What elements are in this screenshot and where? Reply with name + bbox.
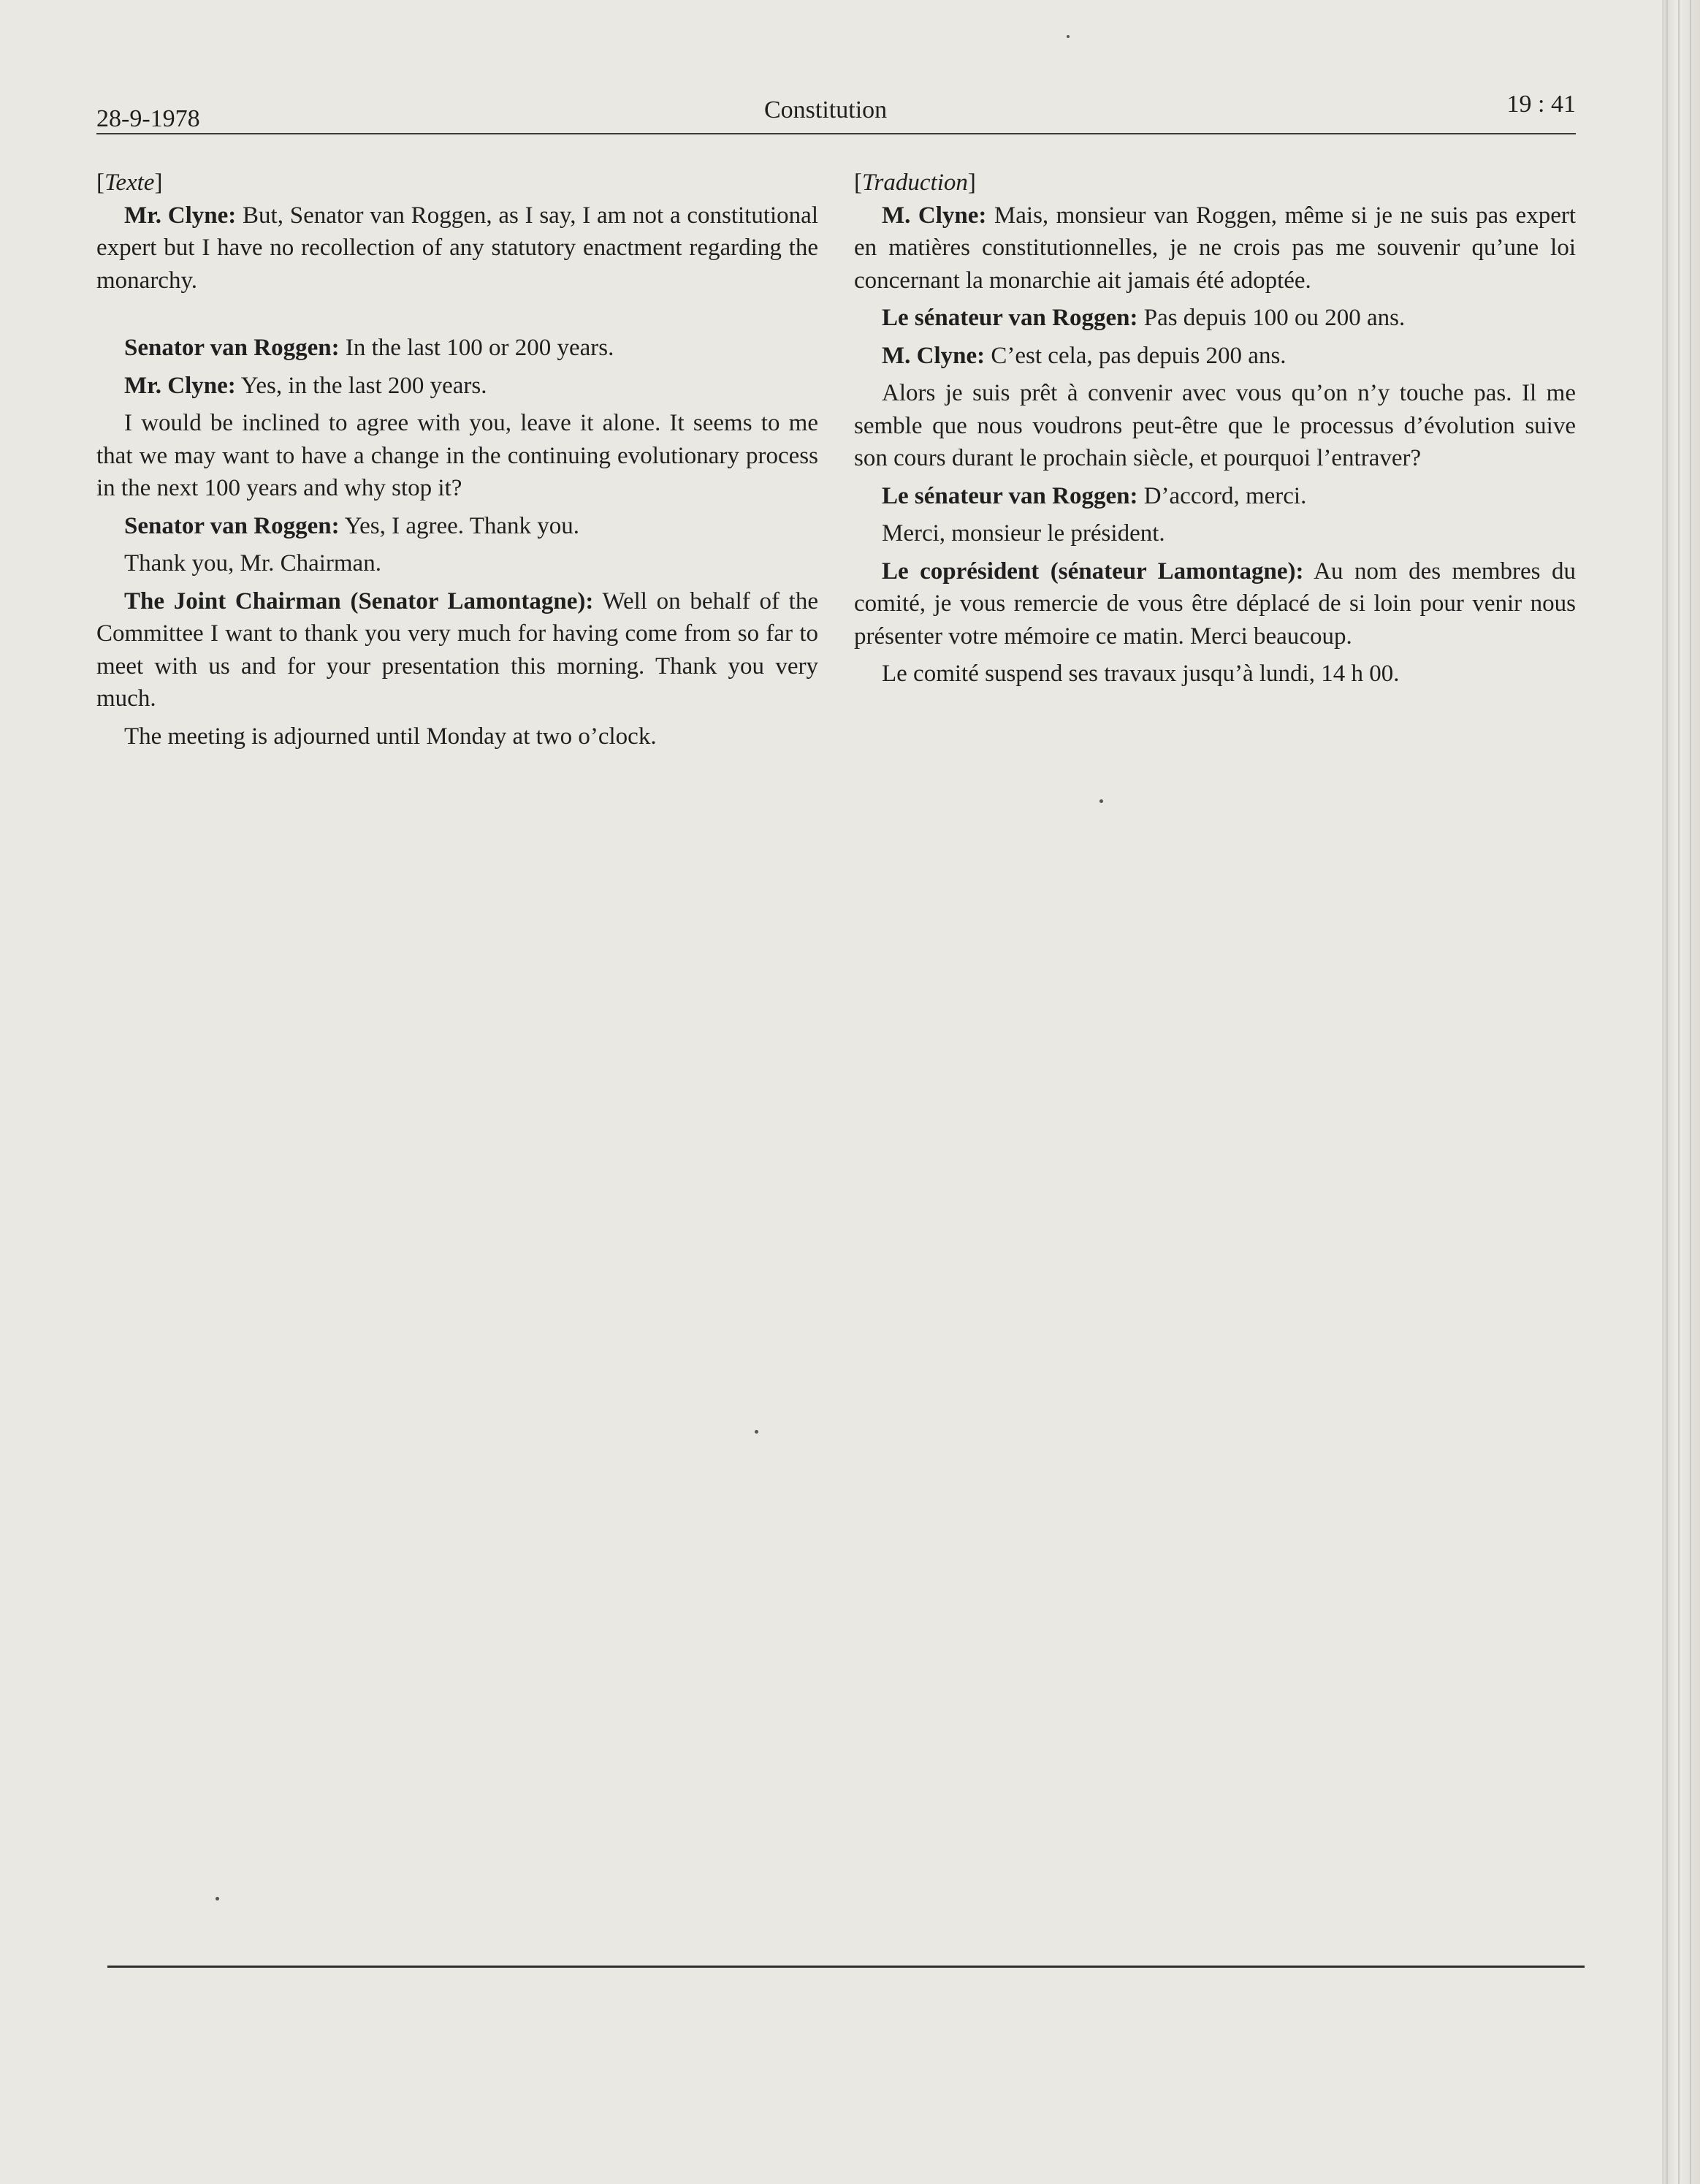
speaker-name: The Joint Chairman (Senator Lamontagne): (124, 587, 594, 615)
page-edge (1662, 0, 1700, 2184)
speech-text: The meeting is adjourned until Monday at two o’clock. (124, 723, 657, 750)
english-label: Texte (104, 170, 155, 196)
speaker-name: Mr. Clyne: (124, 202, 237, 229)
edge-line (1678, 0, 1680, 2184)
footer-rule (107, 1966, 1585, 1968)
paragraph (96, 510, 818, 543)
section-tag: [Traduction] (854, 170, 976, 196)
paragraph (96, 370, 818, 403)
speech-text: Mais, monsieur van Roggen, même si je ne suis pas expert en matières constitutionnelles, je ne crois pas me souvenir qu’une loi concernant la monarchie ait jamais été adoptée. (854, 202, 1577, 294)
paragraph (854, 517, 1576, 550)
speaker-name: Senator van Roggen: (124, 335, 340, 361)
speaker-name: M. Clyne: (882, 202, 987, 229)
speaker-name: Le sénateur van Roggen: (882, 482, 1138, 509)
paragraph (854, 658, 1576, 690)
speech-text: Yes, I agree. Thank you. (344, 512, 580, 539)
header-date: 28-9-1978 (96, 105, 200, 132)
header-title: Constitution (764, 96, 888, 123)
speech-text: Merci, monsieur le président. (882, 520, 1165, 547)
paragraph (96, 199, 818, 297)
speech-text: Le comité suspend ses travaux jusqu’à lundi, 14 h 00. (882, 661, 1400, 687)
header-rule (96, 133, 1576, 134)
speech-text: Alors je suis prêt à convenir avec vous qu’on n’y touche pas. Il me semble que nous voudrons peut-être que le processus d’évolution suive son cours durant le prochain siècle, et pourquoi l’entraver? (854, 380, 1576, 471)
speaker-name: Mr. Clyne: (124, 372, 236, 399)
paragraph (96, 547, 818, 580)
paragraph (96, 720, 818, 753)
speech-text: Au nom des membres du comité, je vous remercie de vous être déplacé de si loin pour venir nous présenter votre mémoire ce matin. Merci beaucoup. (854, 558, 1577, 650)
speech-text: Well on behalf of the Committee I want to thank you very much for having come from so far to meet with us and for your presentation this morning. Thank you very much. (96, 587, 818, 712)
speech-text: Yes, in the last 200 years. (240, 372, 487, 399)
paragraph (854, 199, 1576, 297)
french-label: Traduction (862, 170, 968, 196)
paper-speck (755, 1430, 758, 1434)
paragraph (854, 480, 1576, 513)
edge-line (1690, 0, 1691, 2184)
speech-text: I would be inclined to agree with you, leave it alone. It seems to me that we may want to have a change in the continuing evolutionary process in the next 100 years and why stop it? (96, 410, 818, 501)
speaker-name: Le sénateur van Roggen: (882, 305, 1138, 331)
speaker-name: M. Clyne: (882, 342, 986, 369)
speech-text: Pas depuis 100 ou 200 ans. (1143, 305, 1406, 331)
paragraph (854, 302, 1576, 335)
french-column (854, 167, 1576, 696)
speech-text: C’est cela, pas depuis 200 ans. (991, 342, 1287, 369)
paper-speck (1067, 35, 1070, 38)
page-header (96, 91, 1576, 132)
paragraph (854, 377, 1576, 475)
speech-text: D’accord, merci. (1143, 482, 1307, 509)
paper-speck (216, 1897, 219, 1900)
paragraph (96, 407, 818, 505)
speaker-name: Senator van Roggen: (124, 512, 340, 539)
paragraph (96, 332, 818, 365)
edge-line (1666, 0, 1668, 2184)
speaker-name: Le coprésident (sénateur Lamontagne): (882, 558, 1304, 585)
speech-text: In the last 100 or 200 years. (345, 335, 614, 361)
speech-text: Thank you, Mr. Chairman. (124, 550, 381, 577)
paragraph (96, 585, 818, 715)
english-column (96, 167, 818, 758)
section-tag: [Texte] (96, 170, 163, 196)
paper-speck (1099, 799, 1103, 803)
header-page-number: 19 : 41 (1506, 91, 1576, 118)
speech-text: But, Senator van Roggen, as I say, I am not a constitutional expert but I have no recollection of any statutory enactment regarding the monarchy. (96, 202, 818, 294)
paragraph (854, 555, 1576, 653)
paragraph (854, 340, 1576, 373)
